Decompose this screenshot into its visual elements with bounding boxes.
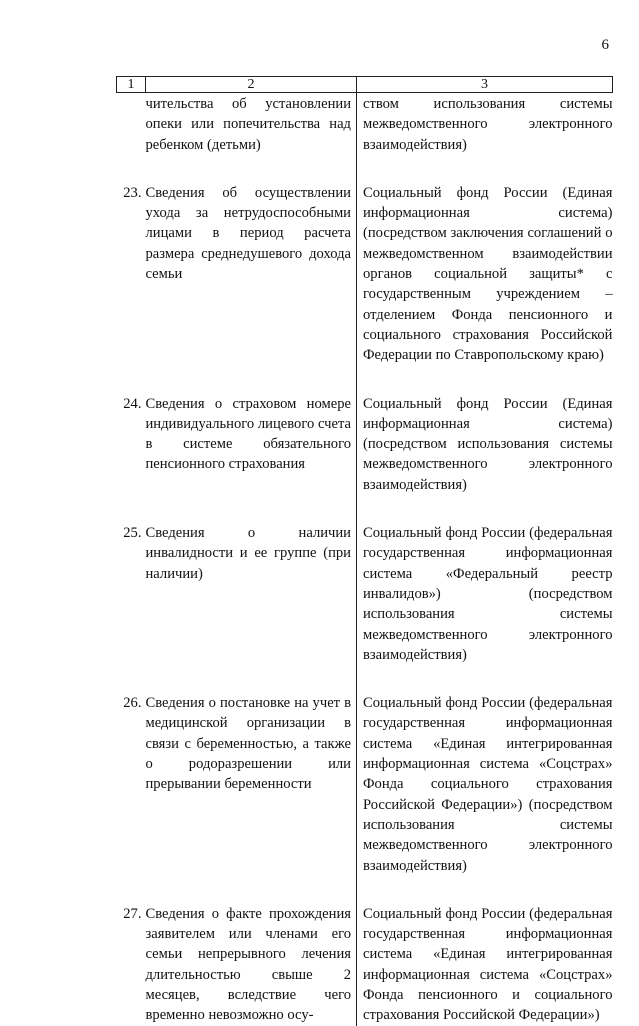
- row-name: Сведения о наличии инвалидности и ее группе (при наличии): [146, 523, 357, 665]
- row-source: Социальный фонд России (федеральная государственная информационная система «Единая интегрированная информационная система «Соцстрах» Фонда пенсионного и социального страхования Российской Федерации»): [363, 905, 613, 1024]
- table-row: [117, 693, 613, 876]
- row-name: Сведения о страховом номере индивидуального лицевого счета в системе обязательного пенсионного страхования: [146, 394, 357, 495]
- row-name: Сведения о факте прохождения заявителем или членами его семьи непрерывного лечения длительностью свыше 2 месяцев, вследствие чего временно невозможно осу-: [146, 904, 357, 1026]
- continuation-name: чительства об установлении опеки или попечительства над ребенком (детьми): [146, 93, 357, 155]
- row-name: Сведения о постановке на учет в медицинской организации в связи с беременностью, а также о родоразрешении или прерывании беременности: [146, 693, 357, 876]
- page-number: 6: [601, 37, 609, 53]
- header-col-3: 3: [357, 77, 613, 93]
- table-row: [117, 523, 613, 665]
- row-source: Социальный фонд России (федеральная государственная информационная система «Федеральный реестр инвалидов») (посредством использования системы межведомственного электронного взаимодействия): [363, 525, 613, 663]
- table-row: [117, 183, 613, 366]
- row-number: 23.: [123, 184, 142, 201]
- table-header-row: [117, 77, 613, 93]
- row-source: Социальный фонд России (Единая информационная система) (посредством заключения соглашений о межведомственном взаимодействии органов социальной защиты* с государственным учреждением – отделением Фонда пенсионного и социального страхования Российской Федерации по Ставропольскому краю): [363, 184, 613, 364]
- header-col-2: 2: [146, 77, 357, 93]
- header-col-1: 1: [117, 77, 146, 93]
- table-row: [117, 904, 613, 1026]
- row-source: Социальный фонд России (Единая информационная система) (посредством использования системы межведомственного электронного взаимодействия): [363, 395, 613, 493]
- table-row: [117, 394, 613, 495]
- row-source: Социальный фонд России (федеральная государственная информационная система «Единая интегрированная информационная система «Соцстрах» Фонда социального страхования Российской Федерации») (посредством использования системы межведомственного электронного взаимодействия): [363, 695, 613, 874]
- row-number: 24.: [123, 395, 142, 412]
- row-number: 25.: [123, 525, 142, 542]
- continuation-source: ством использования системы межведомственного электронного взаимодействия): [363, 96, 613, 153]
- continuation-row: [117, 93, 613, 155]
- row-name: Сведения об осуществлении ухода за нетрудоспособными лицами в период расчета размера среднедушевого дохода семьи: [146, 183, 357, 366]
- row-number: 26.: [123, 695, 142, 712]
- row-number: 27.: [123, 905, 142, 922]
- services-table: [116, 76, 613, 1026]
